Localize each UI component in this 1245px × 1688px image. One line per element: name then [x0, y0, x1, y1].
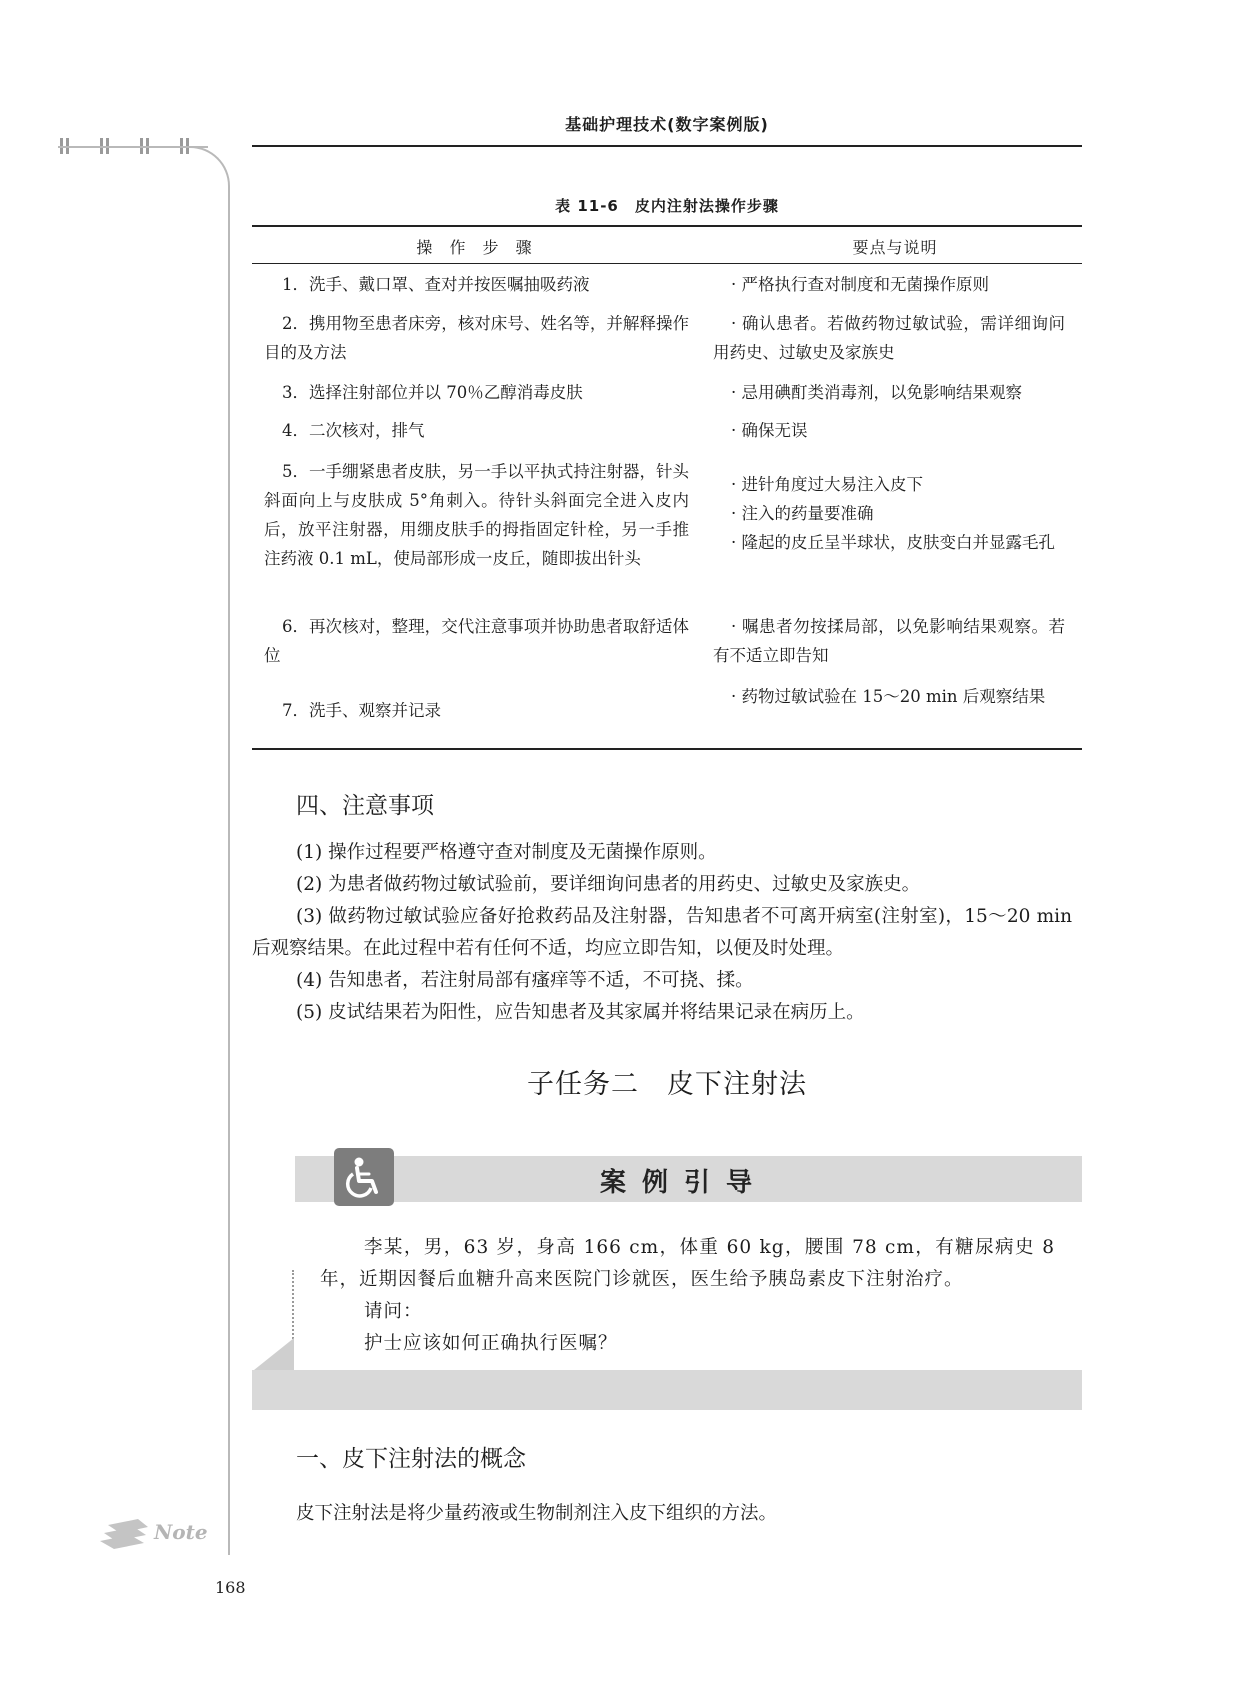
table-note: · 确保无误: [713, 416, 1065, 445]
table-note: · 嘱患者勿按揉局部，以免影响结果观察。若有不适立即告知: [713, 612, 1065, 670]
subtask-title: 子任务二 皮下注射法: [527, 1069, 807, 1100]
table-bottom-rule: [252, 748, 1082, 750]
table-row-5-notes: [713, 470, 1065, 557]
margin-line-curve: [190, 146, 230, 206]
margin-line-vertical: [228, 200, 230, 1555]
table-header-rule: [252, 263, 1082, 264]
section-body: 皮下注射法是将少量药液或生物制剂注入皮下组织的方法。: [296, 1503, 778, 1524]
table-row-3-notes: [713, 378, 1065, 407]
table-row-3-step: 3．选择注射部位并以 70％乙醇消毒皮肤: [282, 383, 583, 402]
margin-line-horizontal: [58, 146, 208, 148]
note-logo-icon: [96, 1505, 216, 1555]
list-item: (5) 皮试结果若为阳性，应告知患者及其家属并将结果记录在病历上。: [296, 1002, 865, 1023]
table-row-7-step: 7．洗手、观察并记录: [282, 701, 441, 720]
table-caption: 表 11-6 皮内注射法操作步骤: [555, 197, 779, 215]
svg-text:Note: Note: [154, 1520, 208, 1544]
table-row-5-step: 5．一手绷紧患者皮肤，另一手以平执式持注射器，针头斜面向上与皮肤成 5°角刺入。待针头斜面完全进入皮内后，放平注射器，用绷皮肤手的拇指固定针栓，另一手推注药液 0.1 mL，使局部形成一皮丘，随即拔出针头: [264, 462, 689, 568]
precautions-list: [252, 837, 1072, 1029]
table-note: · 隆起的皮丘呈半球状，皮肤变白并显露毛孔: [713, 528, 1065, 557]
list-item: (4) 告知患者，若注射局部有瘙痒等不适，不可挠、揉。: [296, 970, 754, 991]
header-rule: [252, 145, 1082, 147]
table-note: · 严格执行查对制度和无菌操作原则: [713, 270, 1065, 299]
case-corner-triangle: [254, 1338, 294, 1370]
case-body: [320, 1232, 1055, 1360]
table-row-4-step: 4．二次核对，排气: [282, 421, 425, 440]
table-note: · 进针角度过大易注入皮下: [713, 470, 1065, 499]
section-heading: 四、注意事项: [296, 793, 434, 819]
section-heading: 一、皮下注射法的概念: [296, 1446, 526, 1472]
table-row-2-notes: [713, 309, 1065, 367]
case-paragraph: 李某，男，63 岁，身高 166 cm，体重 60 kg，腰围 78 cm，有糖尿病史 8 年，近期因餐后血糖升高来医院门诊就医，医生给予胰岛素皮下注射治疗。: [320, 1237, 1055, 1290]
running-head: 基础护理技术(数字案例版): [565, 115, 769, 134]
table-row-1-step: 1．洗手、戴口罩、查对并按医嘱抽吸药液: [282, 275, 590, 294]
table-row-7-notes: [713, 682, 1065, 711]
table-note: · 注入的药量要准确: [713, 499, 1065, 528]
list-item: (2) 为患者做药物过敏试验前，要详细询问患者的用药史、过敏史及家族史。: [296, 874, 921, 895]
table-row-4-notes: [713, 416, 1065, 445]
table-row-1-notes: [713, 270, 1065, 299]
table-note: · 确认患者。若做药物过敏试验，需详细询问用药史、过敏史及家族史: [713, 309, 1065, 367]
table-header-notes: 要点与说明: [852, 238, 938, 257]
table-row-2-step: 2．携用物至患者床旁，核对床号、姓名等，并解释操作目的及方法: [264, 314, 689, 362]
table-row-6-step: 6．再次核对，整理，交代注意事项并协助患者取舒适体位: [264, 617, 689, 665]
table-top-rule: [252, 225, 1082, 227]
table-note: · 忌用碘酊类消毒剂，以免影响结果观察: [713, 378, 1065, 407]
table-note: · 药物过敏试验在 15～20 min 后观察结果: [713, 682, 1065, 711]
list-item: (1) 操作过程要严格遵守查对制度及无菌操作原则。: [296, 842, 717, 863]
case-bottom-bar: [252, 1370, 1082, 1410]
case-title: 案例引导: [600, 1168, 769, 1198]
table-row-6-notes: [713, 612, 1065, 670]
table-header-steps: 操 作 步 骤: [416, 238, 538, 257]
case-question-label: 请问：: [364, 1301, 423, 1322]
page-number: 168: [215, 1578, 246, 1597]
wheelchair-icon: [334, 1148, 394, 1206]
case-question: 护士应该如何正确执行医嘱？: [364, 1333, 618, 1354]
list-item: (3) 做药物过敏试验应备好抢救药品及注射器，告知患者不可离开病室(注射室)，15～20 min 后观察结果。在此过程中若有任何不适，均应立即告知，以便及时处理。: [252, 906, 1072, 959]
